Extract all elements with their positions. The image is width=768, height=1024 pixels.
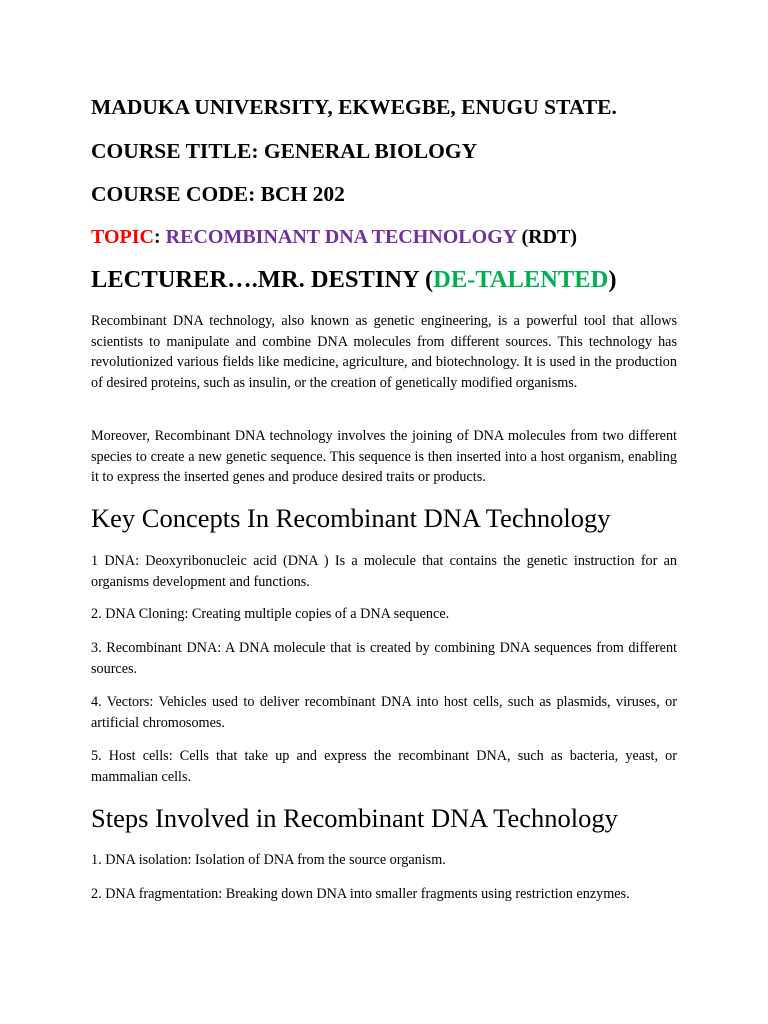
intro-paragraph-1: Recombinant DNA technology, also known as genetic engineering, is a powerful tool that allows scientists to manipulate and combine DNA molecules from different sources. This technology has revolutionized various fields like medicine, agriculture, and biotechnology. It is used in the production of desired proteins, such as insulin, or the creation of genetically modified organisms. xyxy=(91,313,677,391)
intro-paragraph-2: Moreover, Recombinant DNA technology involves the joining of DNA molecules from two different species to create a new genetic sequence. This sequence is then inserted into a host organism, enabling it to express the inserted genes and produce desired traits or products. xyxy=(91,428,677,485)
lecturer-prefix: LECTURER….MR. DESTINY ( xyxy=(91,266,434,293)
key-concept-item: 4. Vectors: Vehicles used to deliver recombinant DNA into host cells, such as plasmids, viruses, or artificial chromosomes. xyxy=(91,694,677,731)
key-concept-item: 3. Recombinant DNA: A DNA molecule that is created by combining DNA sequences from different sources. xyxy=(91,640,677,677)
key-concept-item: 2. DNA Cloning: Creating multiple copies of a DNA sequence. xyxy=(91,606,450,622)
key-concept-item: 1 DNA: Deoxyribonucleic acid (DNA ) Is a molecule that contains the genetic instruction for an organisms development and functions. xyxy=(91,553,677,590)
step-item: 2. DNA fragmentation: Breaking down DNA into smaller fragments using restriction enzymes. xyxy=(91,886,630,902)
topic-abbrev: (RDT) xyxy=(516,226,577,248)
topic-colon: : xyxy=(153,226,166,248)
key-concepts-heading: Key Concepts In Recombinant DNA Technology xyxy=(91,503,611,533)
step-item: 1. DNA isolation: Isolation of DNA from the source organism. xyxy=(91,852,446,868)
lecturer-line xyxy=(91,265,616,295)
topic-line xyxy=(91,224,577,250)
university-heading: MADUKA UNIVERSITY, EKWEGBE, ENUGU STATE. xyxy=(91,95,617,119)
topic-label: TOPIC xyxy=(91,226,154,248)
topic-name: RECOMBINANT DNA TECHNOLOGY xyxy=(165,226,517,248)
key-concept-item: 5. Host cells: Cells that take up and express the recombinant DNA, such as bacteria, yeast, or mammalian cells. xyxy=(91,748,677,785)
lecturer-suffix: ) xyxy=(608,266,617,293)
lecturer-nickname: DE-TALENTED xyxy=(433,266,609,293)
course-title-heading: COURSE TITLE: GENERAL BIOLOGY xyxy=(91,139,478,163)
steps-heading: Steps Involved in Recombinant DNA Technology xyxy=(91,803,618,833)
course-code-heading: COURSE CODE: BCH 202 xyxy=(91,182,345,206)
